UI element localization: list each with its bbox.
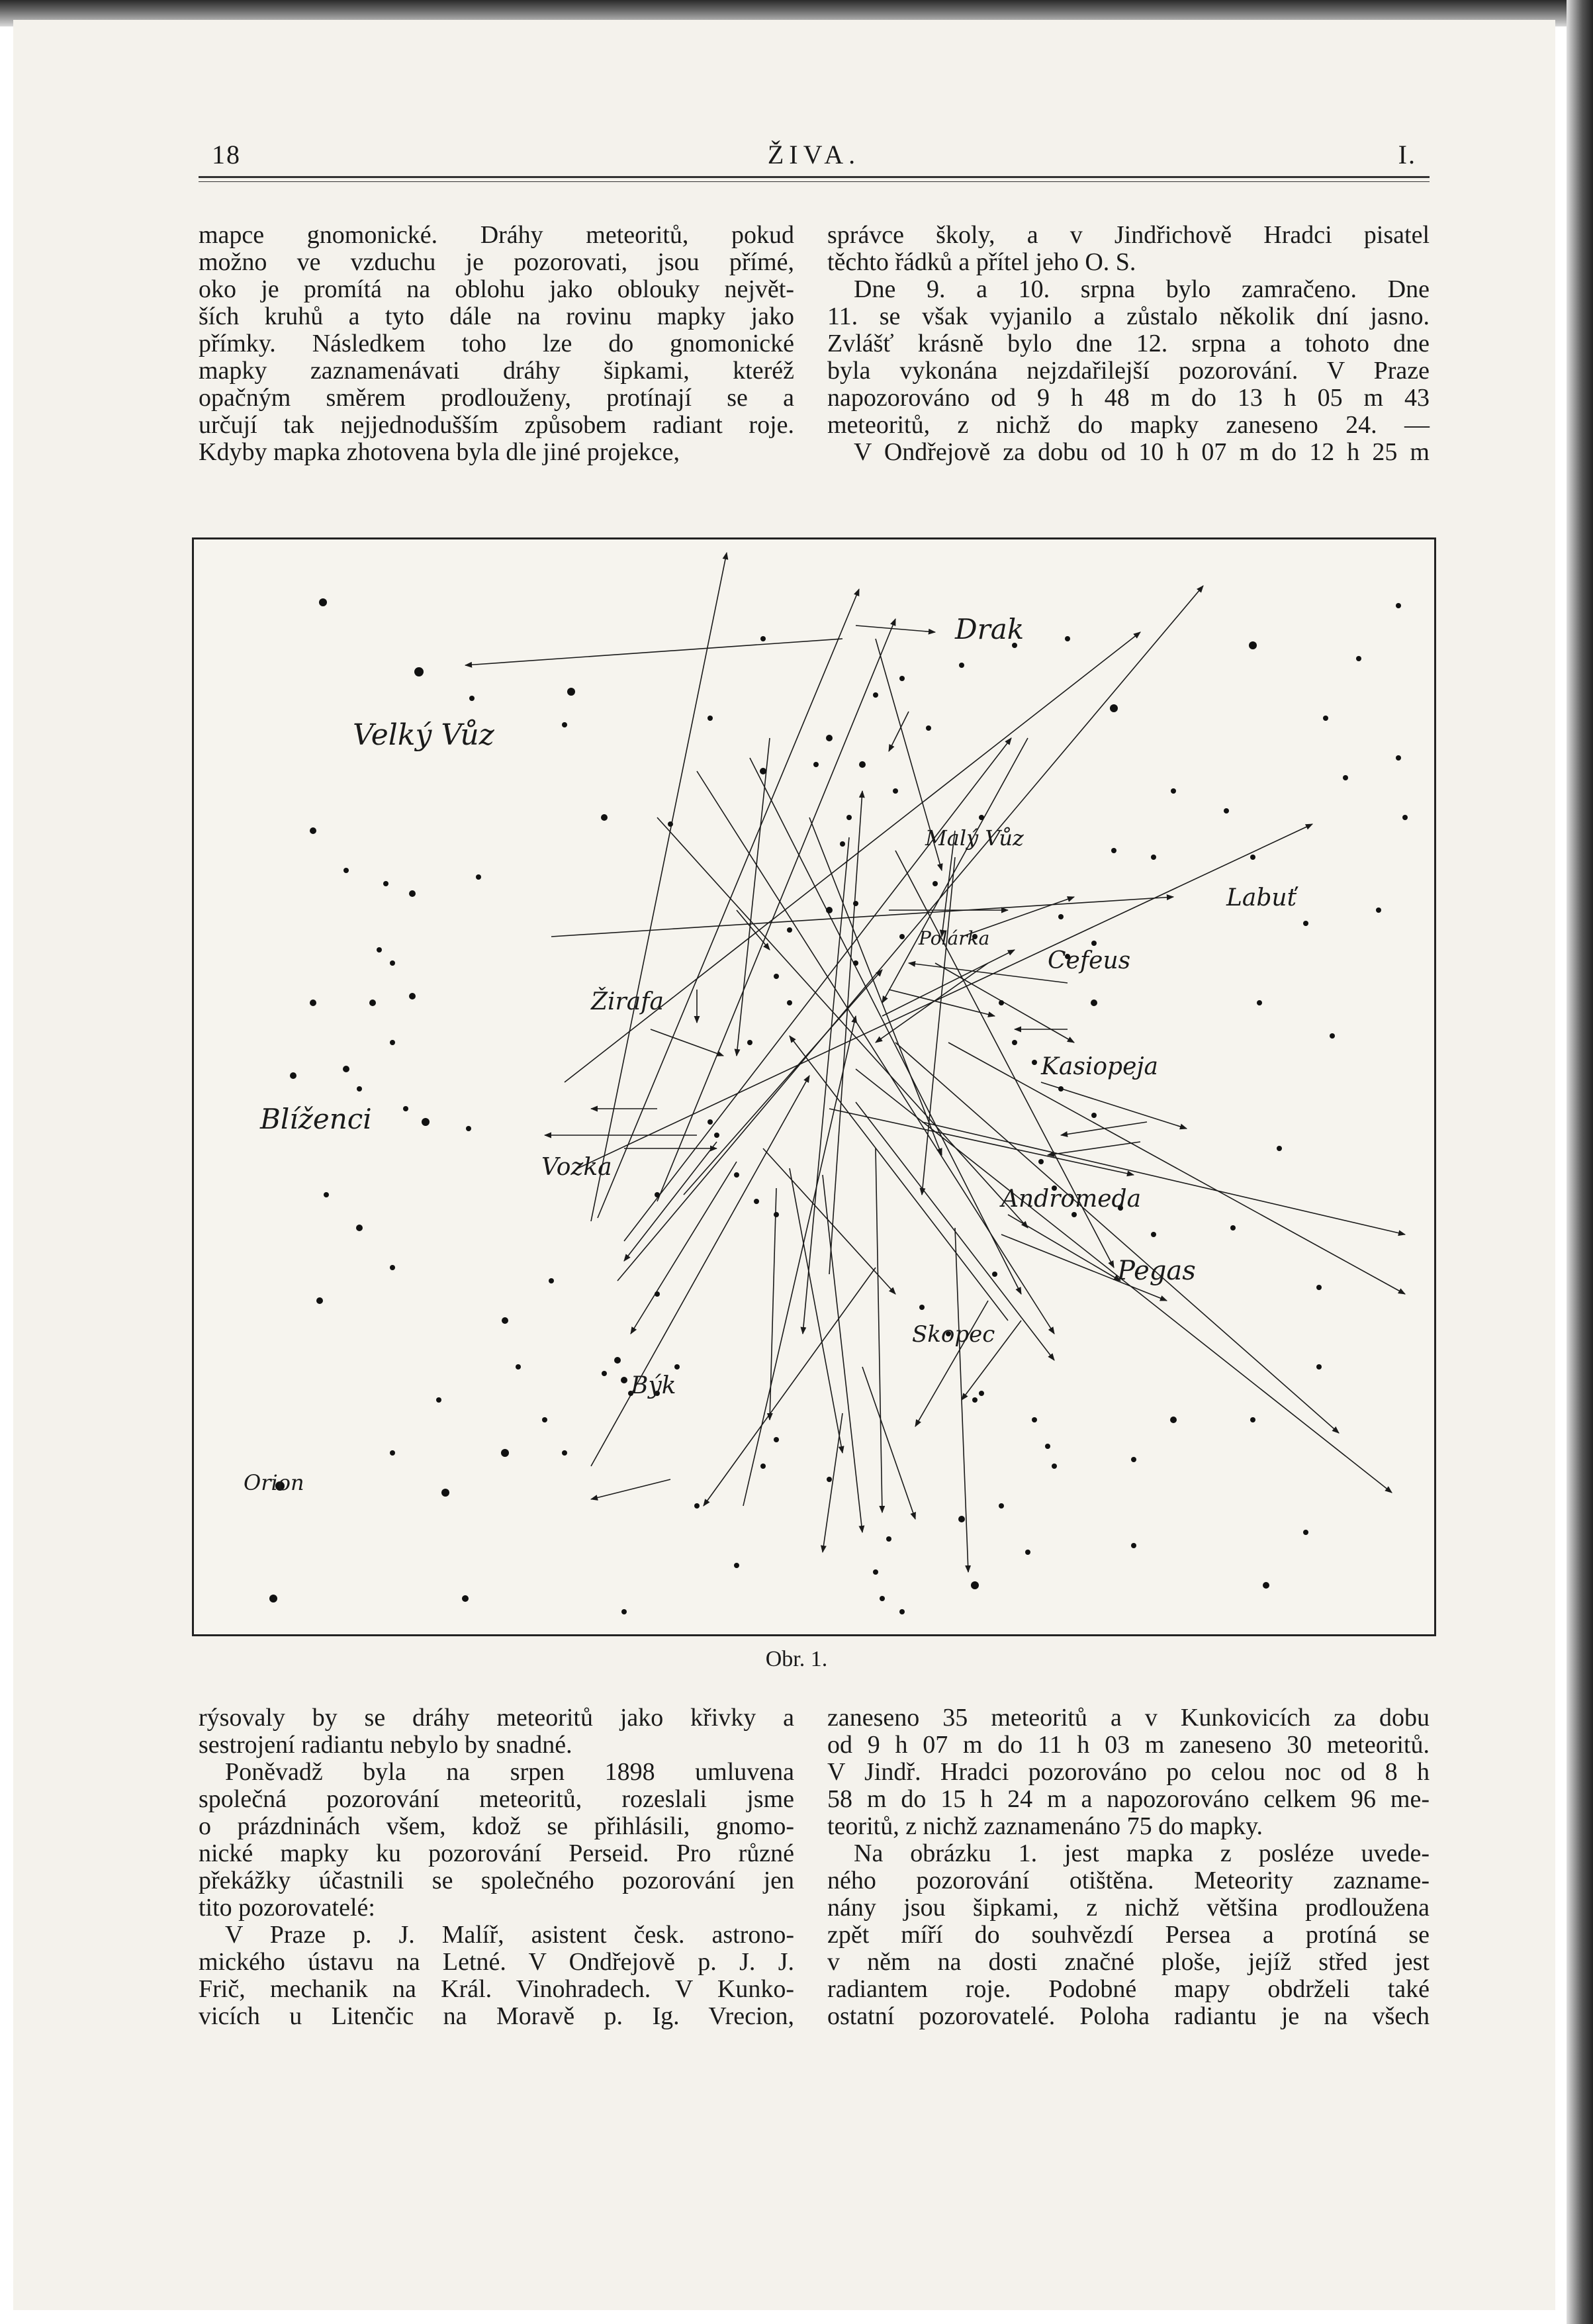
star-dot — [1071, 1212, 1077, 1217]
star-dot — [873, 1569, 878, 1575]
meteor-map-figure — [192, 537, 1436, 1636]
text-line: Kdyby mapka zhotovena byla dle jiné projekce, — [199, 438, 680, 466]
label-velky-vuz: Velký Vůz — [353, 718, 494, 752]
star-dot — [826, 735, 833, 741]
star-dot — [1343, 775, 1348, 780]
star-dot — [979, 1391, 984, 1396]
meteor-track — [631, 1162, 737, 1334]
star-dot — [813, 762, 819, 767]
star-dot — [747, 1040, 752, 1045]
star-dot — [668, 821, 673, 827]
meteor-track — [809, 817, 942, 1155]
star-dot — [859, 761, 866, 768]
journal-title: ŽIVA. — [767, 140, 861, 169]
star-dot — [390, 1040, 395, 1045]
text-line: V Ondřejově za dobu od 10 h 07 m do 12 h 25 m — [854, 438, 1430, 466]
meteor-track — [624, 1142, 717, 1261]
meteor-map-svg — [194, 539, 1434, 1634]
text-line: Zvlášť krásně bylo dne 12. srpna a tohoto dne — [827, 330, 1430, 357]
star-dot — [1257, 1000, 1262, 1005]
star-dot — [1230, 1225, 1236, 1231]
text-line: nány jsou šipkami, z nichž většina prodloužena — [827, 1894, 1430, 1922]
text-line: ného pozorování otištěna. Meteority zazname- — [827, 1867, 1430, 1894]
star-dot — [774, 1212, 779, 1217]
star-dot — [614, 1357, 621, 1364]
star-dot — [1323, 716, 1328, 721]
label-maly-vuz: Malý Vůz — [925, 825, 1024, 851]
star-dot — [501, 1449, 509, 1457]
text-line: Dne 9. a 10. srpna bylo zamračeno. Dne — [854, 275, 1430, 303]
text-line: teoritů, z nichž zaznamenáno 75 do mapky. — [827, 1812, 1263, 1840]
page-header — [199, 139, 1430, 172]
star-dot — [357, 1086, 362, 1092]
text-line: 11. se však vyjanilo a zůstalo několik dní jasno. — [827, 302, 1430, 330]
star-dot — [926, 725, 931, 731]
star-dot — [343, 1066, 349, 1072]
star-dot — [1091, 1113, 1097, 1118]
star-dot — [1249, 641, 1257, 649]
text-column-top-right — [827, 222, 1430, 466]
star-dot — [562, 1450, 567, 1456]
star-dot — [972, 1397, 978, 1403]
star-dot — [774, 1437, 779, 1442]
text-line: správce školy, a v Jindřichově Hradci pisatel — [827, 221, 1430, 249]
meteor-track — [895, 1043, 1339, 1433]
label-andromeda: Andromeda — [1001, 1185, 1142, 1213]
meteor-track — [1061, 1122, 1147, 1135]
star-dot — [853, 901, 858, 906]
star-dot — [1250, 1417, 1255, 1422]
text-column-bottom-right — [827, 1704, 1430, 2030]
star-dot — [1110, 704, 1118, 712]
star-dot — [1052, 1464, 1057, 1469]
meteor-track — [862, 1367, 915, 1519]
star-dot — [1025, 1550, 1030, 1555]
meteor-track — [882, 738, 1028, 1003]
star-dot — [409, 993, 416, 999]
text-line: sestrojení radiantu nebylo by snadné. — [199, 1731, 572, 1759]
text-line: těchto řádků a přítel jeho O. S. — [827, 248, 1136, 276]
star-dot — [893, 788, 898, 794]
label-kasiopeja: Kasiopeja — [1041, 1053, 1158, 1080]
meteor-track — [856, 626, 935, 632]
text-line: V Praze p. J. Malíř, asistent česk. astrono- — [225, 1921, 794, 1949]
star-dot — [1058, 914, 1064, 919]
text-line: mického ústavu na Letné. V Ondřejově p. J. J. — [199, 1948, 794, 1976]
star-dot — [1224, 808, 1229, 813]
star-dot — [1012, 1040, 1017, 1045]
meteor-track — [790, 1036, 1008, 1321]
star-dot — [1131, 1457, 1136, 1462]
star-dot — [1330, 1033, 1335, 1039]
label-blizenci: Blíženci — [260, 1103, 372, 1135]
text-line: Frič, mechanik na Král. Vinohradech. V Kunko- — [199, 1975, 794, 2003]
star-dot — [549, 1278, 554, 1283]
star-dot — [1316, 1285, 1322, 1290]
star-dot — [958, 1516, 965, 1522]
star-dot — [1038, 1159, 1044, 1164]
star-dot — [760, 768, 766, 774]
text-line: možno ve vzduchu je pozorovati, jsou přímé, — [199, 248, 794, 276]
star-dot — [707, 716, 713, 721]
meteor-track — [591, 553, 727, 1221]
star-dot — [1316, 1364, 1322, 1370]
meteor-track — [823, 1413, 842, 1552]
text-line: o prázdninách všem, kdož se přihlásili, gnomo- — [199, 1812, 794, 1840]
meteor-track — [737, 738, 770, 1056]
star-dot — [1091, 999, 1097, 1006]
star-dot — [1263, 1582, 1269, 1589]
label-drak: Drak — [955, 613, 1024, 645]
star-dot — [1396, 755, 1401, 761]
star-dot — [1032, 1060, 1037, 1065]
star-dot — [774, 974, 779, 979]
text-line: mapce gnomonické. Dráhy meteoritů, pokud — [199, 221, 794, 249]
star-dot — [971, 1581, 979, 1589]
star-dot — [462, 1595, 469, 1602]
star-dot — [919, 1305, 925, 1310]
star-dot — [356, 1225, 363, 1231]
star-dot — [1131, 1543, 1136, 1548]
text-column-top-left — [199, 222, 794, 466]
meteor-track — [578, 824, 1312, 1168]
text-line: Na obrázku 1. jest mapka z posléze uvede- — [854, 1839, 1430, 1867]
star-dot — [1402, 815, 1408, 820]
text-line: od 9 h 07 m do 11 h 03 m zaneseno 30 meteoritů. — [827, 1731, 1430, 1759]
star-dot — [390, 1450, 395, 1456]
star-dot — [1151, 855, 1156, 860]
star-dot — [369, 999, 376, 1006]
page-number: 18 — [212, 140, 241, 169]
text-column-bottom-left — [199, 1704, 794, 2030]
star-dot — [1032, 1417, 1037, 1422]
star-dot — [734, 1172, 739, 1178]
star-dot — [760, 636, 766, 641]
star-dot — [466, 1126, 471, 1131]
star-dot — [621, 1609, 627, 1614]
star-dot — [1356, 656, 1361, 661]
label-byk: Býk — [631, 1372, 676, 1399]
star-dot — [390, 960, 395, 966]
star-dot — [310, 827, 316, 834]
star-dot — [469, 696, 475, 701]
text-line: byla vykonána nejzdařilejší pozorování. V Praze — [827, 357, 1430, 385]
star-dot — [516, 1364, 521, 1370]
meteor-track — [617, 586, 1203, 1281]
meteor-track — [624, 738, 1011, 1241]
star-dot — [880, 1596, 885, 1601]
star-dot — [476, 874, 481, 880]
star-dot — [269, 1595, 277, 1603]
star-dot — [436, 1397, 441, 1403]
text-line: ostatní pozorovatelé. Poloha radiantu je na všech — [827, 2002, 1430, 2030]
figure-caption: Obr. 1. — [765, 1647, 828, 1671]
text-line: radiantem roje. Podobné mapy obdrželi také — [827, 1975, 1430, 2003]
star-dot — [873, 692, 878, 698]
star-dot — [403, 1106, 408, 1111]
star-dot — [567, 688, 575, 696]
star-dot — [787, 927, 792, 933]
label-cefeus: Cefeus — [1048, 947, 1131, 974]
star-dot — [316, 1297, 323, 1304]
meteor-track — [684, 970, 882, 1195]
star-dot — [1058, 1086, 1064, 1092]
label-orion: Orion — [244, 1470, 304, 1495]
star-dot — [899, 934, 905, 939]
star-dot — [754, 1199, 759, 1204]
header-rule-thick — [199, 176, 1430, 178]
text-line: napozorováno od 9 h 48 m do 13 h 05 m 43 — [827, 384, 1430, 412]
text-line: rýsovaly by se dráhy meteoritů jako křivky a — [199, 1704, 794, 1732]
label-vozka: Vozka — [541, 1154, 612, 1181]
star-dot — [694, 1503, 700, 1509]
star-dot — [1045, 1444, 1050, 1449]
meteor-track — [876, 1148, 882, 1512]
meteor-track — [657, 817, 1028, 1228]
text-line: ších kruhů a tyto dále na rovinu mapky jako — [199, 302, 794, 330]
meteor-track — [915, 1301, 988, 1426]
star-dot — [674, 1364, 680, 1370]
text-line: společná pozorování meteoritů, rozeslali jsme — [199, 1785, 794, 1813]
star-dot — [714, 1133, 719, 1138]
label-polarka: Polárka — [919, 927, 990, 949]
header-rule-thin — [199, 181, 1430, 182]
star-dot — [542, 1417, 547, 1422]
meteor-track — [882, 950, 1015, 1016]
star-dot — [707, 1119, 713, 1125]
meteor-track — [591, 1479, 670, 1499]
star-dot — [999, 1000, 1004, 1005]
label-pegas: Pegas — [1117, 1256, 1196, 1286]
star-dot — [319, 598, 327, 606]
star-dot — [1303, 921, 1308, 926]
star-dot — [409, 890, 416, 897]
star-dot — [999, 1503, 1004, 1509]
text-line: 58 m do 15 h 24 m a napozorováno celkem 96 me- — [827, 1785, 1430, 1813]
star-dot — [787, 1000, 792, 1005]
meteor-track — [829, 791, 862, 1274]
star-dot — [377, 947, 382, 953]
text-line: opačným směrem prodlouženy, protínají se a — [199, 384, 794, 412]
text-line: vicích u Litenčic na Moravě p. Ig. Vrecion, — [199, 2002, 794, 2030]
star-dot — [343, 868, 349, 873]
label-zirafa: Žirafa — [591, 988, 664, 1015]
text-line: určují tak nejjednodušším způsobem radiant roje. — [199, 411, 794, 439]
star-dot — [853, 960, 858, 966]
star-dot — [886, 1536, 891, 1542]
star-dot — [655, 1291, 660, 1297]
text-line: meteoritů, z nichž do mapky zaneseno 24. — — [827, 411, 1430, 439]
star-dot — [1091, 941, 1097, 946]
meteor-track — [790, 1168, 842, 1453]
star-dot — [441, 1489, 449, 1497]
star-dot — [601, 814, 608, 821]
text-line: tito pozorovatelé: — [199, 1894, 375, 1922]
star-dot — [1303, 1530, 1308, 1535]
text-line: překážky účastnili se společného pozorování jen — [199, 1867, 794, 1894]
star-dot — [1111, 848, 1116, 853]
star-dot — [502, 1317, 508, 1324]
star-dot — [826, 907, 833, 913]
star-dot — [414, 667, 424, 676]
star-dot — [383, 881, 388, 886]
star-dot — [602, 1371, 607, 1376]
meteor-track — [876, 963, 988, 1043]
text-line: Poněvadž byla na srpen 1898 umluvena — [225, 1758, 794, 1786]
star-dot — [1277, 1146, 1282, 1151]
star-dot — [1170, 1417, 1177, 1423]
meteor-track — [465, 639, 842, 665]
text-line: přímky. Následkem toho lze do gnomonické — [199, 330, 794, 357]
star-dot — [1151, 1232, 1156, 1237]
star-dot — [562, 722, 567, 727]
text-line: zaneseno 35 meteoritů a v Kunkovicích za dobu — [827, 1704, 1430, 1732]
star-dot — [827, 1477, 832, 1482]
scan-border-right — [1567, 0, 1593, 2324]
star-dot — [310, 999, 316, 1006]
text-line: nické mapky ku pozorování Perseid. Pro různé — [199, 1839, 794, 1867]
star-dot — [621, 1377, 627, 1383]
volume-number: I. — [1398, 140, 1416, 169]
text-line: oko je promítá na oblohu jako oblouky největ- — [199, 275, 794, 303]
label-skopec: Skopec — [912, 1321, 995, 1348]
meteor-track — [591, 1076, 809, 1466]
meteor-track — [651, 1029, 723, 1056]
star-dot — [655, 1192, 660, 1197]
text-line: V Jindř. Hradci pozorováno po celou noc od 8 h — [827, 1758, 1430, 1786]
star-dot — [290, 1072, 296, 1079]
text-line: zpět míří do souhvězdí Persea a protíná se — [827, 1921, 1430, 1949]
star-dot — [959, 663, 964, 668]
meteor-track — [598, 589, 859, 1218]
star-dot — [846, 815, 852, 820]
star-dot — [324, 1192, 329, 1197]
star-dot — [760, 1464, 766, 1469]
star-dot — [422, 1118, 430, 1126]
star-dot — [1065, 636, 1070, 641]
star-dot — [1376, 907, 1381, 913]
star-dot — [1171, 788, 1176, 794]
star-dot — [734, 1563, 739, 1568]
star-dot — [979, 815, 984, 820]
star-dot — [840, 841, 845, 847]
star-dot — [899, 676, 905, 681]
label-labut: Labuť — [1226, 884, 1297, 911]
text-line: v něm na dosti značné ploše, jejíž střed jest — [827, 1948, 1430, 1976]
text-line: mapky zaznamenávati dráhy šipkami, kteréž — [199, 357, 794, 385]
star-dot — [390, 1265, 395, 1270]
star-dot — [899, 1609, 905, 1614]
star-dot — [992, 1272, 997, 1277]
star-dot — [1396, 603, 1401, 608]
meteor-track — [657, 619, 895, 1201]
meteor-track — [909, 963, 1068, 983]
star-dot — [1250, 855, 1255, 860]
star-dot — [933, 881, 938, 886]
meteor-track — [1048, 1142, 1140, 1155]
